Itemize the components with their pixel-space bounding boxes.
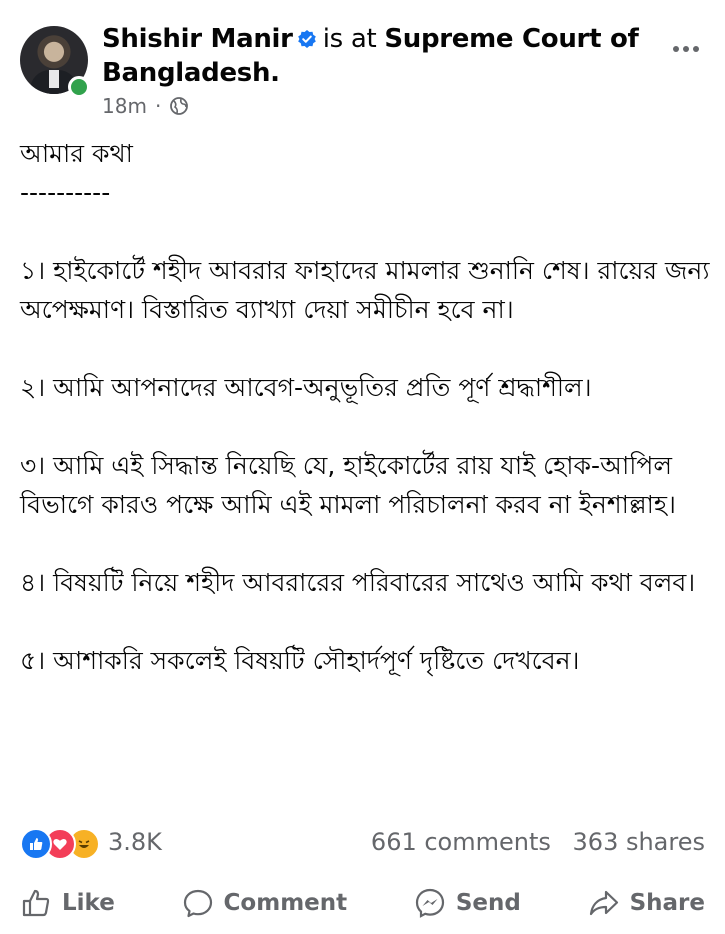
like-label: Like [62, 890, 115, 916]
post-actions [20, 880, 705, 926]
post-heading: আমার কথা [20, 139, 133, 168]
paragraph-5: ৫। আশাকরি সকলেই বিষয়টি সৌহার্দপূর্ণ দৃষ্টিতে দেখবেন। [20, 646, 580, 675]
shares-count[interactable]: 363 shares [572, 828, 705, 856]
messenger-icon [414, 887, 446, 919]
checkin-place[interactable]: Supreme Court of Bangladesh. [102, 24, 639, 88]
reaction-count[interactable]: 3.8K [108, 828, 162, 856]
globe-icon [169, 96, 189, 116]
paragraph-3: ৩। আমি এই সিদ্ধান্ত নিয়েছি যে, হাইকোর্টের রায় যাই হোক-আপিল বিভাগে কারও পক্ষে আমি এই মামলা পরিচালনা করব না ইনশাল্লাহ। [20, 451, 680, 519]
verified-badge-icon [297, 29, 317, 49]
author-name[interactable]: Shishir Manir [102, 24, 293, 54]
reaction-icons[interactable] [20, 828, 92, 860]
comment-bubble-icon [182, 887, 214, 919]
checkin-connector: is at [322, 24, 377, 54]
comments-count[interactable]: 661 comments [370, 828, 551, 856]
comment-label: Comment [223, 890, 348, 916]
paragraph-2: ২। আমি আপনাদের আবেগ-অনুভূতির প্রতি পূর্ণ শ্রদ্ধাশীল। [20, 373, 592, 402]
post-divider: ---------- [20, 178, 111, 207]
send-label: Send [455, 890, 521, 916]
engagement-counts [357, 828, 705, 856]
send-button[interactable] [414, 887, 521, 919]
more-options-button[interactable] [672, 28, 700, 61]
post-stats [20, 824, 705, 864]
post-header [20, 22, 710, 122]
post-meta [102, 94, 189, 118]
more-horizontal-icon [672, 44, 700, 54]
post-title [102, 22, 662, 90]
share-button[interactable] [588, 887, 705, 919]
online-status-dot [68, 76, 90, 98]
paragraph-1: ১। হাইকোর্টে শহীদ আবরার ফাহাদের মামলার শুনানি শেষ। রায়ের জন্য অপেক্ষমাণ। বিস্তারিত ব্যাখ্যা দেয়া সমীচীন হবে না। [20, 256, 718, 324]
like-reaction-icon [20, 828, 52, 860]
paragraph-4: ৪। বিষয়টি নিয়ে শহীদ আবরারের পরিবারের সাথেও আমি কথা বলব। [20, 568, 696, 597]
like-button[interactable] [20, 887, 115, 919]
share-label: Share [629, 890, 705, 916]
post-time[interactable]: 18m [102, 94, 147, 118]
meta-separator: · [154, 94, 162, 118]
avatar-shirt [49, 70, 59, 88]
post-body [20, 134, 718, 680]
comment-button[interactable] [182, 887, 348, 919]
thumbs-up-icon [20, 887, 52, 919]
share-arrow-icon [588, 887, 620, 919]
